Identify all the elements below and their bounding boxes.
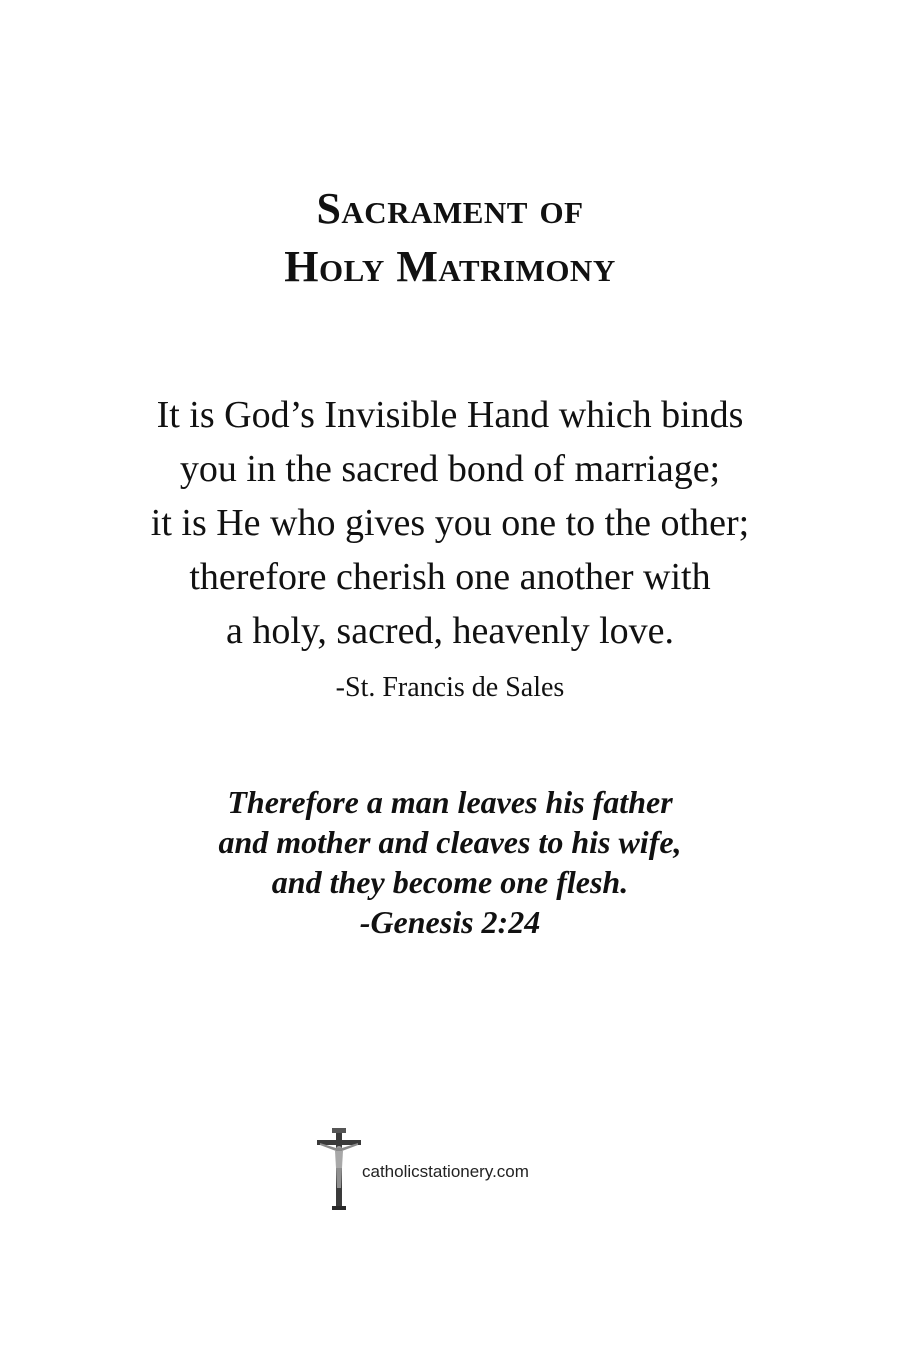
scripture-line: and they become one flesh. bbox=[271, 864, 629, 900]
saint-quote bbox=[0, 388, 900, 658]
website-link[interactable]: catholicstationery.com bbox=[362, 1162, 529, 1181]
footer-logo bbox=[316, 1128, 586, 1210]
title-line-2: Holy Matrimony bbox=[284, 242, 616, 291]
quote-line: therefore cherish one another with bbox=[189, 556, 711, 598]
crucifix-icon bbox=[316, 1128, 362, 1210]
quote-line: It is God’s Invisible Hand which binds bbox=[156, 394, 744, 436]
quote-line: it is He who gives you one to the other; bbox=[150, 502, 750, 544]
quote-line: a holy, sacred, heavenly love. bbox=[225, 610, 675, 652]
quote-line: you in the sacred bond of marriage; bbox=[179, 448, 721, 490]
page-title bbox=[0, 180, 900, 296]
scripture-quote bbox=[0, 782, 900, 942]
scripture-reference: -Genesis 2:24 bbox=[359, 904, 541, 940]
scripture-line: Therefore a man leaves his father bbox=[227, 784, 673, 820]
quote-attribution: -St. Francis de Sales bbox=[335, 672, 565, 703]
title-line-1: Sacrament of bbox=[316, 184, 584, 233]
scripture-line: and mother and cleaves to his wife, bbox=[218, 824, 682, 860]
